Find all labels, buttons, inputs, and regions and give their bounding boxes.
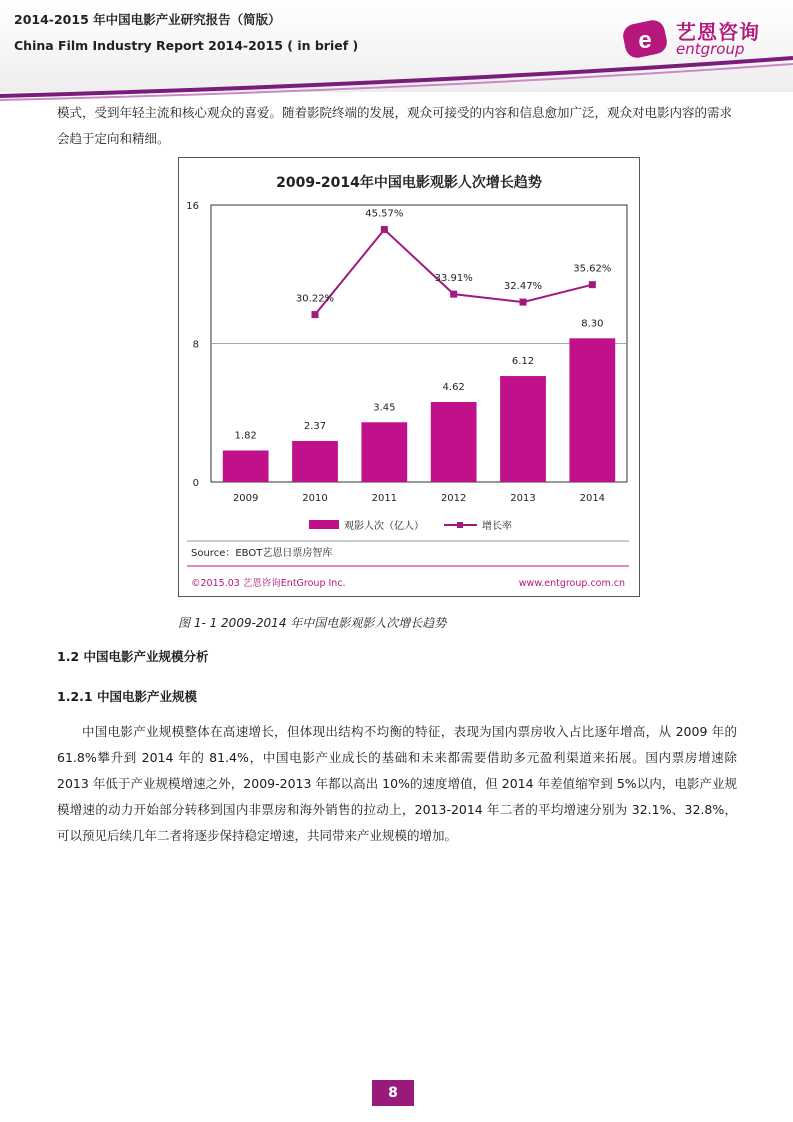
legend-swatch-bar	[309, 520, 339, 529]
growth-rate-point	[450, 291, 457, 298]
report-title-cn: 2014-2015 年中国电影产业研究报告（简版）	[14, 12, 281, 27]
bar	[292, 441, 338, 482]
legend-swatch-point	[457, 522, 463, 528]
legend-label-bar: 观影人次（亿人）	[344, 521, 424, 532]
bar-data-label: 4.62	[442, 382, 465, 394]
x-tick-label: 2013	[510, 493, 536, 504]
growth-rate-label: 35.62%	[573, 263, 612, 275]
figure-caption: 图 1- 1 2009-2014 年中国电影观影人次增长趋势	[178, 616, 447, 630]
bar	[431, 402, 477, 482]
report-title-en: China Film Industry Report 2014-2015 ( in brief )	[14, 38, 359, 53]
growth-rate-label: 30.22%	[295, 293, 335, 305]
bar-data-label: 2.37	[303, 420, 327, 432]
audience-chart	[179, 158, 639, 596]
logo-text-en: entgroup	[676, 40, 745, 58]
y-tick-label: 0	[192, 478, 199, 489]
logo-text-cn: 艺恩咨询	[676, 20, 760, 44]
legend-label-line: 增长率	[482, 521, 512, 532]
section-heading: 1.2 中国电影产业规模分析	[57, 649, 209, 664]
chart-title: 2009-2014年中国电影观影人次增长趋势	[276, 175, 542, 191]
y-tick-label: 8	[192, 339, 199, 351]
growth-rate-label: 32.47%	[503, 281, 543, 293]
bar-data-label: 6.12	[511, 356, 535, 368]
x-tick-label: 2009	[232, 493, 259, 504]
y-tick-label: 16	[186, 201, 199, 212]
x-tick-label: 2012	[440, 493, 467, 504]
svg-text:e: e	[638, 27, 652, 54]
page-header	[0, 0, 793, 92]
x-tick-label: 2014	[579, 493, 606, 504]
intro-paragraph: 模式，受到年轻主流和核心观众的喜爱。随着影院终端的发展，观众可接受的内容和信息愈加广泛，观众对电影内容的需求会趋于定向和精细。	[57, 105, 733, 146]
x-tick-label: 2011	[371, 493, 398, 504]
growth-rate-point	[589, 281, 596, 288]
chart-footer-copyright: ©2015.03 艺恩咨询EntGroup Inc.	[191, 578, 346, 589]
growth-rate-point	[520, 299, 527, 306]
bar	[500, 376, 546, 482]
bar-data-label: 8.30	[581, 318, 604, 330]
bar-data-label: 3.45	[373, 402, 396, 414]
subsection-heading: 1.2.1 中国电影产业规模	[57, 689, 197, 704]
bar	[361, 422, 407, 482]
industry-scale-paragraph: 中国电影产业规模整体在高速增长，但体现出结构不均衡的特征，表现为国内票房收入占比逐年增高，从 2009 年的 61.8%攀升到 2014 年的 81.4%，中国电影产业成长的基础和未来都需要借助多元盈利渠道来拓展。国内票房增速除 2013 年低于产业规模增速之外，2009-2013 年都以高出 10%的速度增值，但 2014 年差值缩窄到 5%以内，电影产业规模增速的动力开始部分转移到国内非票房和海外销售的拉动上，2013-2014 年二者的平均增速分别为 32.1%、32.8%，可以预见后续几年二者将逐步保持稳定增速，共同带来产业规模的增加。	[57, 724, 737, 843]
bar-data-label: 1.82	[234, 430, 257, 442]
bar	[223, 450, 269, 482]
chart-footer-url: www.entgroup.com.cn	[518, 578, 625, 589]
entgroup-logo	[620, 18, 780, 64]
growth-rate-point	[312, 311, 319, 318]
growth-rate-label: 33.91%	[434, 273, 473, 285]
entgroup-logo-icon	[620, 18, 670, 60]
growth-rate-line	[315, 230, 592, 315]
page-number: 8	[372, 1080, 414, 1106]
audience-chart-figure	[178, 157, 640, 597]
bar	[569, 338, 615, 482]
growth-rate-label: 45.57%	[365, 208, 404, 220]
chart-source: Source：EBOT艺恩日票房智库	[191, 548, 333, 559]
growth-rate-point	[381, 226, 388, 233]
x-tick-label: 2010	[302, 493, 328, 504]
